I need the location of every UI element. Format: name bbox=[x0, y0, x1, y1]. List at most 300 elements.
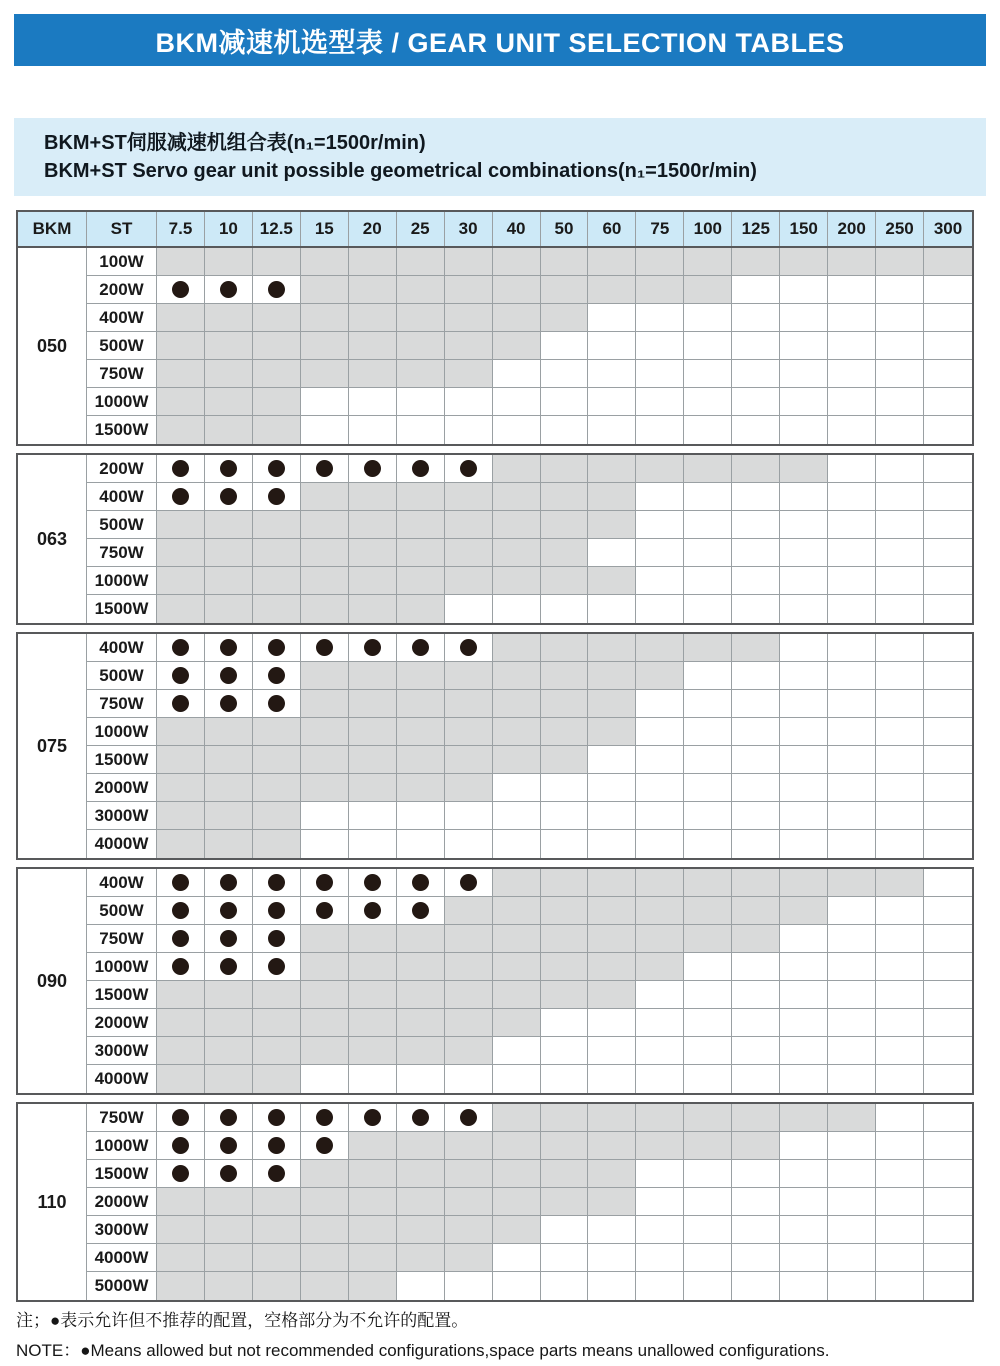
cell-allowed bbox=[205, 774, 253, 802]
cell-blank bbox=[780, 1065, 828, 1093]
cell-blank bbox=[636, 774, 684, 802]
cell-allowed bbox=[636, 897, 684, 925]
bkm-label-110: 110 bbox=[18, 1104, 87, 1300]
cell-dot bbox=[445, 634, 493, 662]
cell-allowed bbox=[205, 1009, 253, 1037]
cell-blank bbox=[828, 830, 876, 858]
cell-blank bbox=[780, 332, 828, 360]
cell-blank bbox=[780, 981, 828, 1009]
st-label: 200W bbox=[87, 276, 157, 304]
cell-allowed bbox=[541, 1132, 589, 1160]
st-label: 1000W bbox=[87, 388, 157, 416]
cell-allowed bbox=[684, 897, 732, 925]
cell-blank bbox=[876, 483, 924, 511]
cell-blank bbox=[732, 802, 780, 830]
cell-blank bbox=[588, 746, 636, 774]
cell-allowed bbox=[253, 1009, 301, 1037]
cell-blank bbox=[924, 1216, 972, 1244]
cell-allowed bbox=[541, 634, 589, 662]
col-header-60: 60 bbox=[588, 212, 636, 246]
cell-blank bbox=[636, 1160, 684, 1188]
cell-blank bbox=[493, 1065, 541, 1093]
st-label: 1500W bbox=[87, 981, 157, 1009]
cell-blank bbox=[445, 1065, 493, 1093]
cell-allowed bbox=[445, 483, 493, 511]
cell-blank bbox=[780, 276, 828, 304]
cell-allowed bbox=[588, 718, 636, 746]
cell-allowed bbox=[445, 1244, 493, 1272]
cell-blank bbox=[876, 925, 924, 953]
cell-allowed bbox=[493, 953, 541, 981]
cell-allowed bbox=[493, 304, 541, 332]
cell-blank bbox=[684, 1009, 732, 1037]
st-label: 3000W bbox=[87, 1037, 157, 1065]
col-header-200: 200 bbox=[828, 212, 876, 246]
cell-blank bbox=[445, 388, 493, 416]
cell-allowed bbox=[541, 248, 589, 276]
cell-allowed bbox=[205, 746, 253, 774]
bkm-label-075: 075 bbox=[18, 634, 87, 858]
note-cn: 注；●表示允许但不推荐的配置，空格部分为不允许的配置。 bbox=[16, 1311, 469, 1330]
cell-allowed bbox=[253, 774, 301, 802]
cell-blank bbox=[876, 1104, 924, 1132]
cell-blank bbox=[780, 802, 828, 830]
cell-allowed bbox=[205, 595, 253, 623]
cell-allowed bbox=[445, 953, 493, 981]
cell-blank bbox=[445, 802, 493, 830]
st-label: 4000W bbox=[87, 1065, 157, 1093]
cell-blank bbox=[541, 595, 589, 623]
dot-icon bbox=[220, 958, 237, 975]
cell-allowed bbox=[349, 1132, 397, 1160]
cell-dot bbox=[157, 1160, 205, 1188]
cell-blank bbox=[732, 483, 780, 511]
cell-allowed bbox=[253, 416, 301, 444]
st-label: 1500W bbox=[87, 1160, 157, 1188]
col-header-7.5: 7.5 bbox=[157, 212, 205, 246]
cell-blank bbox=[732, 1272, 780, 1300]
cell-blank bbox=[684, 774, 732, 802]
cell-allowed bbox=[445, 511, 493, 539]
dot-icon bbox=[220, 695, 237, 712]
cell-blank bbox=[924, 1104, 972, 1132]
cell-blank bbox=[780, 1244, 828, 1272]
cell-dot bbox=[445, 455, 493, 483]
cell-allowed bbox=[397, 718, 445, 746]
cell-allowed bbox=[157, 248, 205, 276]
page-banner bbox=[14, 14, 986, 66]
cell-blank bbox=[588, 332, 636, 360]
cell-blank bbox=[588, 388, 636, 416]
note-en: NOTE：●Means allowed but not recommended configurations,space parts means unallowed configurations. bbox=[16, 1341, 830, 1360]
cell-allowed bbox=[445, 1132, 493, 1160]
cell-blank bbox=[445, 1272, 493, 1300]
table-header-row bbox=[16, 210, 974, 246]
cell-allowed bbox=[493, 276, 541, 304]
cell-dot bbox=[205, 869, 253, 897]
cell-blank bbox=[828, 567, 876, 595]
cell-blank bbox=[876, 595, 924, 623]
cell-dot bbox=[157, 869, 205, 897]
cell-allowed bbox=[493, 567, 541, 595]
cell-blank bbox=[636, 718, 684, 746]
cell-allowed bbox=[780, 897, 828, 925]
col-header-75: 75 bbox=[636, 212, 684, 246]
cell-blank bbox=[924, 1009, 972, 1037]
cell-blank bbox=[684, 746, 732, 774]
cell-blank bbox=[684, 1065, 732, 1093]
cell-blank bbox=[684, 388, 732, 416]
st-label: 4000W bbox=[87, 1244, 157, 1272]
cell-blank bbox=[780, 483, 828, 511]
cell-blank bbox=[876, 360, 924, 388]
cell-blank bbox=[876, 690, 924, 718]
dot-icon bbox=[364, 460, 381, 477]
cell-blank bbox=[493, 1037, 541, 1065]
cell-allowed bbox=[205, 539, 253, 567]
cell-blank bbox=[828, 595, 876, 623]
cell-allowed bbox=[445, 718, 493, 746]
cell-blank bbox=[876, 746, 924, 774]
cell-allowed bbox=[157, 1037, 205, 1065]
cell-blank bbox=[397, 388, 445, 416]
cell-blank bbox=[684, 1037, 732, 1065]
cell-dot bbox=[445, 869, 493, 897]
cell-blank bbox=[588, 1009, 636, 1037]
cell-blank bbox=[636, 746, 684, 774]
cell-dot bbox=[157, 897, 205, 925]
cell-allowed bbox=[301, 483, 349, 511]
cell-allowed bbox=[493, 248, 541, 276]
cell-dot bbox=[205, 1132, 253, 1160]
dot-icon bbox=[316, 874, 333, 891]
cell-dot bbox=[205, 634, 253, 662]
cell-blank bbox=[349, 1065, 397, 1093]
cell-allowed bbox=[205, 1244, 253, 1272]
cell-allowed bbox=[493, 981, 541, 1009]
dot-icon bbox=[268, 958, 285, 975]
dot-icon bbox=[172, 695, 189, 712]
cell-dot bbox=[349, 1104, 397, 1132]
cell-blank bbox=[541, 1009, 589, 1037]
cell-blank bbox=[684, 539, 732, 567]
cell-allowed bbox=[397, 1160, 445, 1188]
cell-blank bbox=[924, 897, 972, 925]
cell-blank bbox=[588, 1272, 636, 1300]
cell-allowed bbox=[493, 1160, 541, 1188]
cell-dot bbox=[157, 690, 205, 718]
cell-allowed bbox=[349, 483, 397, 511]
dot-icon bbox=[412, 874, 429, 891]
cell-allowed bbox=[732, 925, 780, 953]
cell-blank bbox=[780, 511, 828, 539]
col-header-125: 125 bbox=[732, 212, 780, 246]
cell-allowed bbox=[588, 1132, 636, 1160]
col-header-300: 300 bbox=[933, 219, 963, 238]
cell-allowed bbox=[493, 634, 541, 662]
cell-blank bbox=[493, 802, 541, 830]
cell-blank bbox=[924, 869, 972, 897]
cell-allowed bbox=[157, 1065, 205, 1093]
st-label: 500W bbox=[87, 662, 157, 690]
cell-allowed bbox=[732, 897, 780, 925]
cell-allowed bbox=[205, 416, 253, 444]
cell-blank bbox=[876, 662, 924, 690]
cell-blank bbox=[828, 1188, 876, 1216]
cell-blank bbox=[924, 1188, 972, 1216]
cell-blank bbox=[397, 1272, 445, 1300]
cell-allowed bbox=[588, 511, 636, 539]
st-label: 500W bbox=[87, 511, 157, 539]
cell-blank bbox=[924, 511, 972, 539]
cell-blank bbox=[684, 718, 732, 746]
cell-blank bbox=[828, 1065, 876, 1093]
cell-dot bbox=[157, 1104, 205, 1132]
col-header-30: 30 bbox=[445, 212, 493, 246]
cell-blank bbox=[493, 360, 541, 388]
cell-allowed bbox=[541, 304, 589, 332]
cell-allowed bbox=[349, 304, 397, 332]
cell-dot bbox=[253, 1104, 301, 1132]
cell-blank bbox=[636, 690, 684, 718]
cell-allowed bbox=[397, 746, 445, 774]
table-body bbox=[16, 246, 974, 1302]
cell-blank bbox=[493, 830, 541, 858]
cell-blank bbox=[924, 774, 972, 802]
cell-blank bbox=[876, 1160, 924, 1188]
cell-blank bbox=[445, 416, 493, 444]
cell-allowed bbox=[397, 981, 445, 1009]
cell-blank bbox=[732, 718, 780, 746]
col-header-15: 15 bbox=[301, 212, 349, 246]
dot-icon bbox=[220, 1109, 237, 1126]
cell-blank bbox=[924, 567, 972, 595]
cell-allowed bbox=[301, 1009, 349, 1037]
cell-allowed bbox=[205, 1272, 253, 1300]
cell-blank bbox=[684, 1160, 732, 1188]
cell-allowed bbox=[253, 718, 301, 746]
st-label: 200W bbox=[87, 455, 157, 483]
cell-allowed bbox=[445, 925, 493, 953]
cell-blank bbox=[732, 1065, 780, 1093]
dot-icon bbox=[316, 1109, 333, 1126]
cell-allowed bbox=[349, 1216, 397, 1244]
cell-allowed bbox=[541, 869, 589, 897]
dot-icon bbox=[172, 1137, 189, 1154]
cell-blank bbox=[541, 332, 589, 360]
cell-blank bbox=[924, 830, 972, 858]
cell-blank bbox=[924, 483, 972, 511]
cell-allowed bbox=[253, 1065, 301, 1093]
cell-allowed bbox=[205, 830, 253, 858]
cell-blank bbox=[732, 332, 780, 360]
cell-blank bbox=[924, 455, 972, 483]
cell-allowed bbox=[157, 539, 205, 567]
cell-blank bbox=[684, 332, 732, 360]
cell-allowed bbox=[349, 276, 397, 304]
cell-allowed bbox=[349, 953, 397, 981]
st-label: 750W bbox=[87, 1104, 157, 1132]
st-label: 3000W bbox=[87, 802, 157, 830]
cell-dot bbox=[301, 897, 349, 925]
cell-allowed bbox=[541, 953, 589, 981]
cell-allowed bbox=[588, 1160, 636, 1188]
cell-allowed bbox=[253, 1216, 301, 1244]
dot-icon bbox=[220, 902, 237, 919]
cell-blank bbox=[876, 774, 924, 802]
cell-blank bbox=[636, 1065, 684, 1093]
cell-blank bbox=[493, 774, 541, 802]
cell-allowed bbox=[588, 953, 636, 981]
cell-blank bbox=[876, 981, 924, 1009]
cell-blank bbox=[684, 953, 732, 981]
cell-blank bbox=[541, 774, 589, 802]
cell-allowed bbox=[636, 925, 684, 953]
cell-dot bbox=[301, 634, 349, 662]
cell-allowed bbox=[349, 595, 397, 623]
cell-blank bbox=[876, 1065, 924, 1093]
cell-allowed bbox=[301, 1272, 349, 1300]
cell-blank bbox=[397, 1065, 445, 1093]
cell-allowed bbox=[445, 662, 493, 690]
dot-icon bbox=[412, 1109, 429, 1126]
cell-allowed bbox=[445, 1009, 493, 1037]
cell-allowed bbox=[684, 248, 732, 276]
cell-blank bbox=[301, 416, 349, 444]
cell-blank bbox=[876, 276, 924, 304]
dot-icon bbox=[460, 460, 477, 477]
cell-blank bbox=[588, 830, 636, 858]
cell-allowed bbox=[445, 567, 493, 595]
cell-dot bbox=[397, 869, 445, 897]
cell-allowed bbox=[541, 1160, 589, 1188]
cell-allowed bbox=[541, 981, 589, 1009]
cell-blank bbox=[541, 388, 589, 416]
cell-allowed bbox=[349, 539, 397, 567]
cell-allowed bbox=[445, 1188, 493, 1216]
dot-icon bbox=[220, 460, 237, 477]
cell-blank bbox=[684, 690, 732, 718]
cell-blank bbox=[684, 483, 732, 511]
cell-blank bbox=[780, 1216, 828, 1244]
cell-blank bbox=[876, 511, 924, 539]
cell-allowed bbox=[636, 869, 684, 897]
dot-icon bbox=[268, 695, 285, 712]
cell-allowed bbox=[349, 774, 397, 802]
cell-blank bbox=[828, 802, 876, 830]
cell-blank bbox=[732, 511, 780, 539]
cell-blank bbox=[924, 1244, 972, 1272]
cell-blank bbox=[684, 416, 732, 444]
cell-dot bbox=[157, 483, 205, 511]
cell-allowed bbox=[205, 360, 253, 388]
cell-blank bbox=[780, 416, 828, 444]
cell-blank bbox=[828, 690, 876, 718]
cell-blank bbox=[924, 360, 972, 388]
dot-icon bbox=[316, 460, 333, 477]
cell-allowed bbox=[349, 690, 397, 718]
cell-allowed bbox=[301, 567, 349, 595]
cell-blank bbox=[397, 830, 445, 858]
cell-allowed bbox=[349, 746, 397, 774]
cell-blank bbox=[636, 1272, 684, 1300]
cell-dot bbox=[205, 662, 253, 690]
cell-allowed bbox=[253, 1188, 301, 1216]
cell-allowed bbox=[301, 1188, 349, 1216]
cell-dot bbox=[253, 953, 301, 981]
cell-allowed bbox=[588, 276, 636, 304]
cell-allowed bbox=[445, 897, 493, 925]
cell-dot bbox=[157, 953, 205, 981]
cell-dot bbox=[205, 276, 253, 304]
cell-allowed bbox=[157, 718, 205, 746]
st-label: 1500W bbox=[87, 416, 157, 444]
cell-blank bbox=[924, 981, 972, 1009]
cell-blank bbox=[828, 1244, 876, 1272]
cell-blank bbox=[924, 718, 972, 746]
cell-blank bbox=[732, 595, 780, 623]
cell-blank bbox=[636, 1037, 684, 1065]
cell-allowed bbox=[301, 1216, 349, 1244]
cell-blank bbox=[828, 1160, 876, 1188]
cell-allowed bbox=[876, 248, 924, 276]
footnotes bbox=[16, 1306, 984, 1366]
cell-blank bbox=[780, 690, 828, 718]
cell-allowed bbox=[157, 830, 205, 858]
dot-icon bbox=[172, 1109, 189, 1126]
cell-blank bbox=[732, 388, 780, 416]
cell-blank bbox=[924, 634, 972, 662]
cell-allowed bbox=[397, 483, 445, 511]
cell-blank bbox=[828, 1037, 876, 1065]
cell-blank bbox=[924, 1160, 972, 1188]
cell-allowed bbox=[541, 1188, 589, 1216]
cell-allowed bbox=[541, 276, 589, 304]
cell-blank bbox=[588, 416, 636, 444]
cell-blank bbox=[828, 276, 876, 304]
dot-icon bbox=[268, 488, 285, 505]
cell-allowed bbox=[301, 511, 349, 539]
cell-allowed bbox=[157, 595, 205, 623]
cell-allowed bbox=[301, 953, 349, 981]
dot-icon bbox=[220, 639, 237, 656]
cell-allowed bbox=[397, 1216, 445, 1244]
cell-allowed bbox=[780, 869, 828, 897]
cell-dot bbox=[397, 897, 445, 925]
cell-dot bbox=[157, 1132, 205, 1160]
cell-blank bbox=[924, 595, 972, 623]
dot-icon bbox=[172, 902, 189, 919]
cell-blank bbox=[493, 1244, 541, 1272]
cell-allowed bbox=[541, 925, 589, 953]
cell-blank bbox=[780, 662, 828, 690]
cell-allowed bbox=[253, 802, 301, 830]
cell-allowed bbox=[349, 1272, 397, 1300]
cell-blank bbox=[828, 718, 876, 746]
cell-allowed bbox=[349, 332, 397, 360]
cell-blank bbox=[636, 981, 684, 1009]
cell-blank bbox=[828, 455, 876, 483]
cell-allowed bbox=[445, 746, 493, 774]
cell-allowed bbox=[732, 869, 780, 897]
cell-blank bbox=[924, 332, 972, 360]
cell-allowed bbox=[397, 1132, 445, 1160]
dot-icon bbox=[220, 874, 237, 891]
cell-dot bbox=[397, 455, 445, 483]
cell-allowed bbox=[253, 248, 301, 276]
cell-blank bbox=[732, 567, 780, 595]
st-label: 400W bbox=[87, 483, 157, 511]
